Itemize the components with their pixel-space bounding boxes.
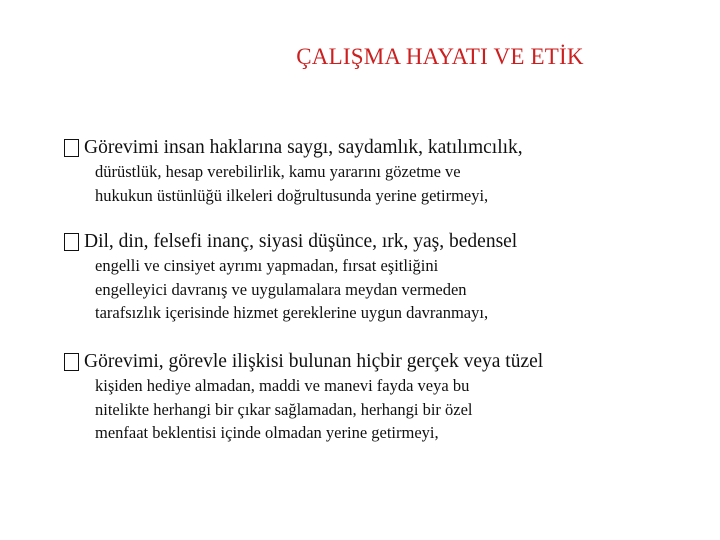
list-item (64, 350, 684, 445)
list-item-line: tarafsızlık içerisinde hizmet gereklerine uygun davranmayı, (95, 303, 489, 322)
list-item-first-line: Görevimi, görevle ilişkisi bulunan hiçbir gerçek veya tüzel (84, 351, 544, 372)
page-title: ÇALIŞMA HAYATI VE ETİK (296, 44, 584, 69)
list-item-first-line: Görevimi insan haklarına saygı, saydamlık, katılımcılık, (84, 137, 523, 158)
checkbox-square-icon (64, 353, 79, 371)
checkbox-square-icon (64, 139, 79, 157)
list-item (64, 136, 684, 207)
list-item-line: engelli ve cinsiyet ayrımı yapmadan, fırsat eşitliğini (95, 256, 439, 275)
list-item-line: engelleyici davranış ve uygulamalara meydan vermeden (95, 279, 467, 299)
list-item-line: hukukun üstünlüğü ilkeleri doğrultusunda yerine getirmeyi, (95, 185, 489, 205)
list-item-line: dürüstlük, hesap verebilirlik, kamu yararını gözetme ve (95, 162, 461, 181)
checkbox-square-icon (64, 233, 79, 251)
list-item-line: nitelikte herhangi bir çıkar sağlamadan, herhangi bir özel (95, 399, 473, 419)
list-item-first-line: Dil, din, felsefi inanç, siyasi düşünce, ırk, yaş, bedensel (84, 231, 518, 252)
list-item (64, 230, 684, 325)
list-item-line: menfaat beklentisi içinde olmadan yerine getirmeyi, (95, 423, 439, 442)
list-item-line: kişiden hediye almadan, maddi ve manevi fayda veya bu (95, 376, 470, 395)
